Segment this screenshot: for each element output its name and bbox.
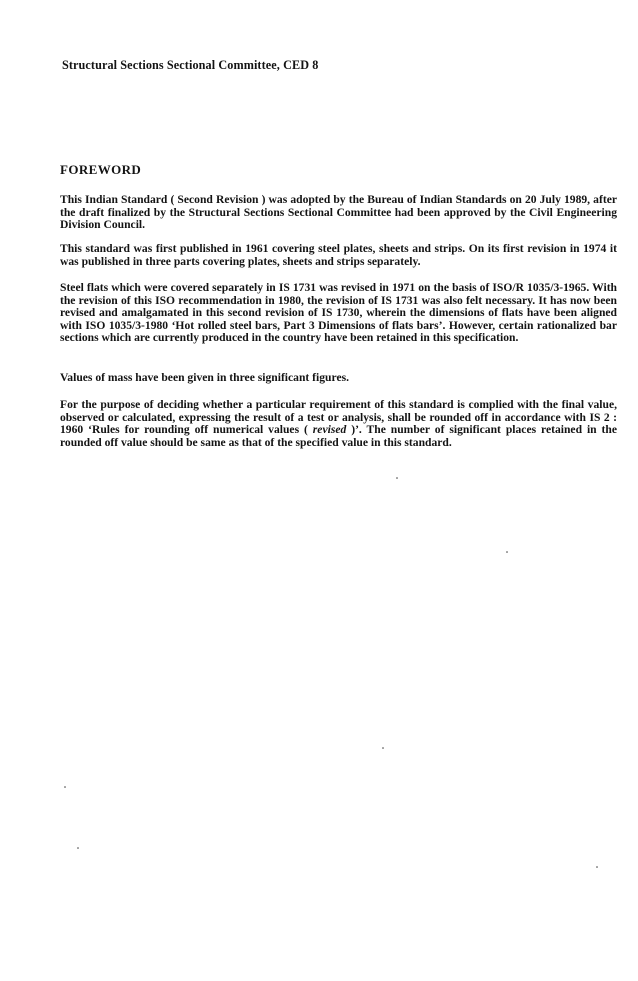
foreword-paragraph-5 bbox=[60, 399, 617, 449]
foreword-paragraph-2: This standard was first published in 1961 covering steel plates, sheets and strips. On its first revision in 1974 it was published in three parts covering plates, sheets and strips separately. bbox=[60, 242, 617, 268]
scan-speck bbox=[396, 477, 398, 479]
foreword-heading: FOREWORD bbox=[60, 162, 142, 177]
foreword-paragraph-3: Steel flats which were covered separately in IS 1731 was revised in 1971 on the basis of ISO/R 1035/3-1965. With the revision of this ISO recommendation in 1980, the revision of IS 1731 was also felt necessary. It has now been revised and amalgamated in this second revision of IS 1730, wherein the dimensions of flats have been aligned with ISO 1035/3-1980 ‘Hot rolled steel bars, Part 3 Dimensions of flats bars’. However, certain rationalized bar sections which are currently produced in the country have been retained in this specification. bbox=[60, 281, 617, 345]
scan-speck bbox=[596, 866, 598, 868]
paragraph-5-italic-word: revised bbox=[312, 423, 347, 437]
foreword-paragraph-4: Values of mass have been given in three significant figures. bbox=[60, 371, 349, 384]
paragraph-5-text-start: For the purpose of deciding whether a particular requirement of this standard is complied with the final value, observed or calculated, expressing the result of a test or analysis, shall be rounded off in accordance with IS 2 : 1960 ‘Rules for rounding off numerical values ( bbox=[60, 398, 617, 437]
scan-speck bbox=[64, 786, 66, 788]
scan-speck bbox=[382, 747, 384, 749]
scan-speck bbox=[506, 551, 508, 553]
foreword-paragraph-1: This Indian Standard ( Second Revision ) was adopted by the Bureau of Indian Standards on 20 July 1989, after the draft finalized by the Structural Sections Sectional Committee had been approved by the Civil Engineering Division Council. bbox=[60, 193, 617, 232]
committee-line: Structural Sections Sectional Committee, CED 8 bbox=[62, 58, 319, 72]
paragraph-5-text-end: )’. The number of significant places retained in the rounded off value should be same as that of the specified value in this standard. bbox=[60, 423, 617, 449]
scan-speck bbox=[77, 847, 79, 849]
